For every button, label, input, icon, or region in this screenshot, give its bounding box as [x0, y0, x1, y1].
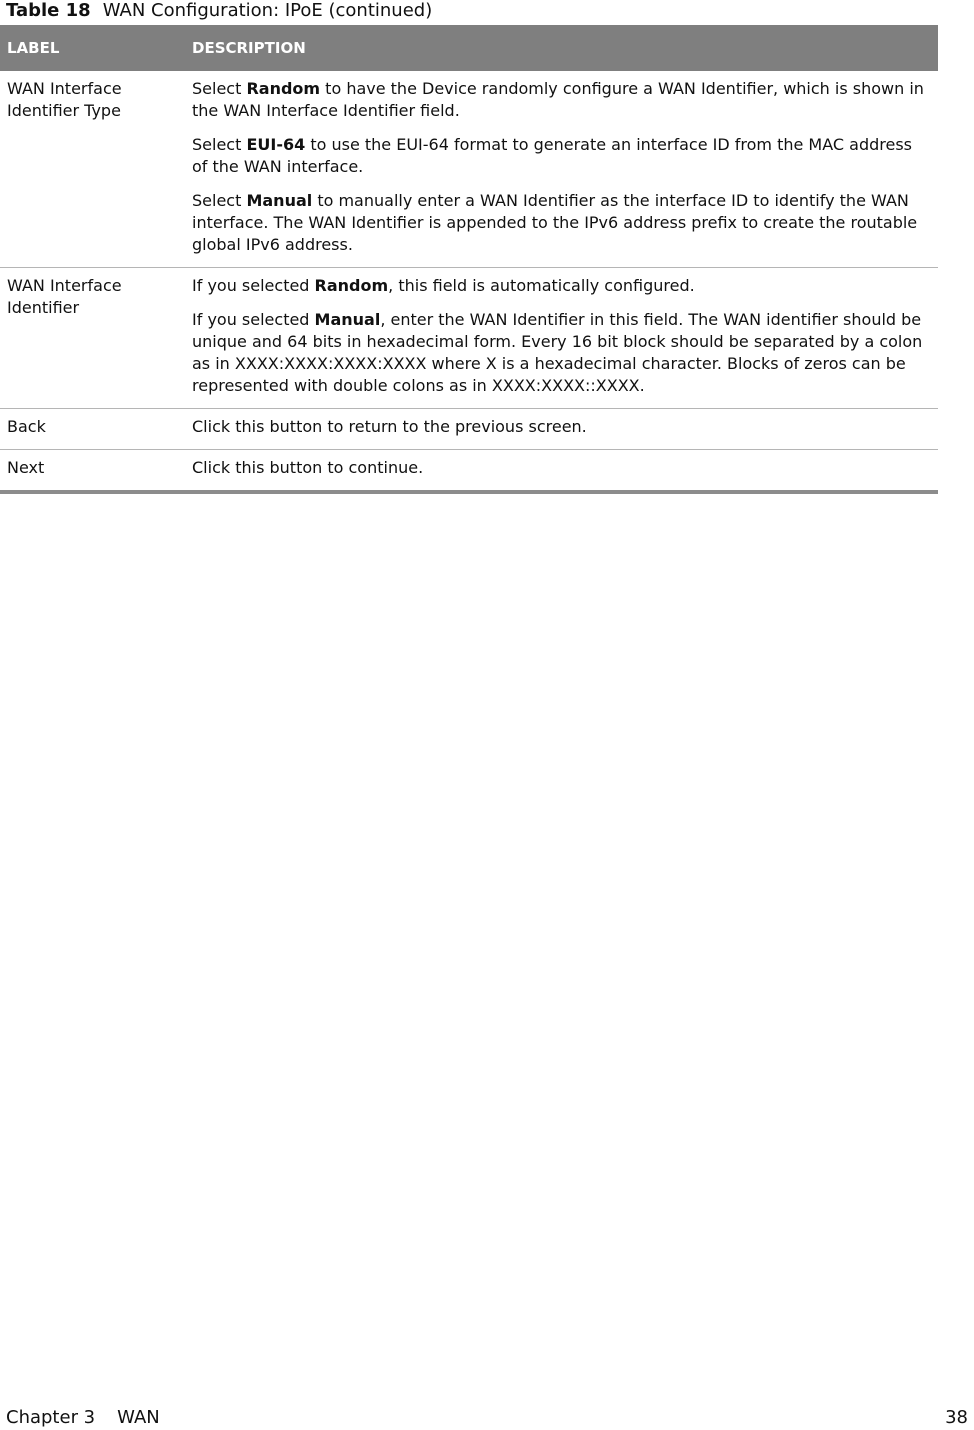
row-description: [185, 268, 938, 409]
description-paragraph: [192, 416, 930, 438]
text-run: Select: [192, 191, 247, 210]
table-row: [0, 71, 938, 268]
page-number: 38: [945, 1407, 968, 1428]
table-row: [0, 268, 938, 409]
table-caption: [6, 0, 432, 22]
chapter-info: [6, 1406, 160, 1430]
table-header-row: [0, 25, 938, 71]
text-run: to have the Device randomly configure a WAN Identifier, which is shown in the WAN Interface Identifier field.: [192, 79, 924, 120]
row-label: Back: [0, 409, 185, 450]
row-description: [185, 71, 938, 268]
option-name: Manual: [246, 191, 313, 210]
row-description: [185, 450, 938, 493]
description-paragraph: [192, 190, 930, 256]
text-run: Click this button to return to the previous screen.: [192, 417, 587, 436]
chapter-title: WAN: [117, 1407, 160, 1428]
table-row: [0, 450, 938, 493]
table-row: [0, 409, 938, 450]
table-title: WAN Configuration: IPoE (continued): [102, 0, 433, 21]
description-table: [0, 25, 938, 494]
text-run: , enter the WAN Identifier in this field. The WAN identifier should be unique and 64 bits in hexadecimal form. Every 16 bit block should be separated by a colon as in XXXX:XXXX:XXXX:XXXX where X is a hexadecimal character. Blocks of zeros can be represented with double colons as in XXXX:XXXX::XXXX.: [192, 310, 923, 395]
description-paragraph: [192, 309, 930, 397]
text-run: , this field is automatically configured.: [388, 276, 695, 295]
header-description: DESCRIPTION: [185, 25, 938, 71]
text-run: Select: [192, 79, 247, 98]
option-name: EUI-64: [246, 135, 306, 154]
description-paragraph: [192, 457, 930, 479]
text-run: If you selected: [192, 276, 315, 295]
description-paragraph: [192, 78, 930, 122]
option-name: Random: [314, 276, 389, 295]
option-name: Random: [246, 79, 321, 98]
header-label: LABEL: [0, 25, 185, 71]
row-label: WAN Interface Identifier Type: [0, 71, 185, 268]
row-description: [185, 409, 938, 450]
text-run: to use the EUI-64 format to generate an interface ID from the MAC address of the WAN interface.: [192, 135, 913, 176]
text-run: to manually enter a WAN Identifier as the interface ID to identify the WAN interface. The WAN Identifier is appended to the IPv6 address prefix to create the routable global IPv6 address.: [192, 191, 918, 254]
chapter-number: Chapter 3: [6, 1407, 96, 1428]
option-name: Manual: [314, 310, 381, 329]
description-paragraph: [192, 275, 930, 297]
text-run: Click this button to continue.: [192, 458, 424, 477]
text-run: Select: [192, 135, 247, 154]
row-label: Next: [0, 450, 185, 493]
table-number: Table 18: [6, 0, 91, 21]
text-run: If you selected: [192, 310, 315, 329]
row-label: WAN Interface Identifier: [0, 268, 185, 409]
description-paragraph: [192, 134, 930, 178]
